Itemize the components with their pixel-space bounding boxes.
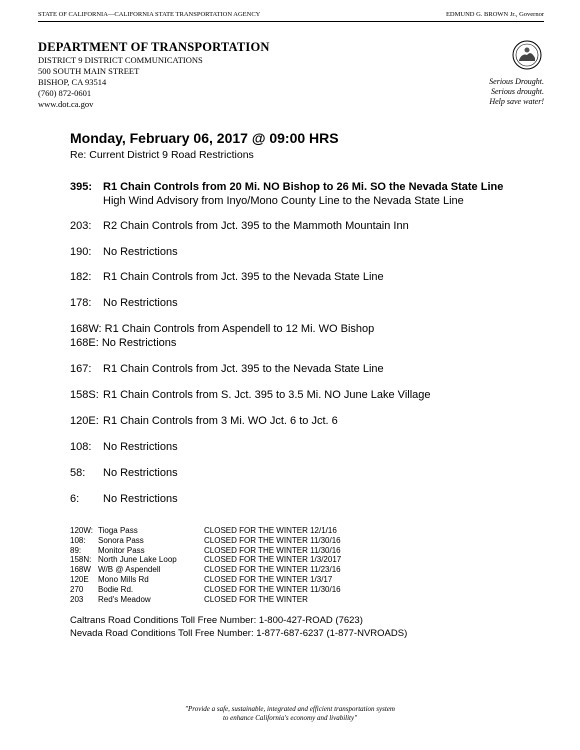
route-code: 167: (70, 363, 92, 375)
nevada-contact: Nevada Road Conditions Toll Free Number: 1-877-687-6237 (1-877-NVROADS) (70, 628, 408, 639)
closure-route: 270 (70, 584, 84, 594)
route-status: High Wind Advisory from Inyo/Mono County Line to the Nevada State Line (103, 195, 464, 207)
route-row (70, 493, 178, 505)
state-agency-line: STATE OF CALIFORNIA—CALIFORNIA STATE TRANSPORTATION AGENCY (38, 11, 261, 18)
closure-status: CLOSED FOR THE WINTER 11/23/16 (204, 565, 341, 575)
route-code: 108: (70, 441, 92, 453)
closure-name: North June Lake Loop (98, 555, 177, 565)
closure-route: 168W (70, 565, 91, 575)
route-status: No Restrictions (103, 246, 178, 258)
route-status: R1 Chain Controls from Jct. 395 to the Nevada State Line (103, 271, 384, 283)
caltrans-contact: Caltrans Road Conditions Toll Free Number: 1-800-427-ROAD (7623) (70, 615, 363, 626)
closure-status: CLOSED FOR THE WINTER 1/3/2017 (204, 555, 342, 565)
route-row (70, 415, 338, 427)
closure-name: Monitor Pass (98, 545, 145, 555)
route-row (70, 467, 178, 479)
route-row (70, 246, 178, 258)
closure-name: Bodie Rd. (98, 584, 134, 594)
route-row (70, 441, 178, 453)
motto-line: Serious drought. (490, 87, 544, 96)
closure-name: Red's Meadow (98, 594, 151, 604)
route-code: 58: (70, 467, 86, 479)
address-line: 500 SOUTH MAIN STREET (38, 66, 140, 76)
route-code: 182: (70, 271, 92, 283)
closure-status: CLOSED FOR THE WINTER (204, 594, 308, 604)
closure-row (70, 555, 341, 565)
closure-row (70, 546, 341, 556)
closure-row (70, 526, 341, 536)
closure-status: CLOSED FOR THE WINTER 11/30/16 (204, 584, 341, 594)
route-code: 158S: (70, 389, 99, 401)
route-status: No Restrictions (103, 441, 178, 453)
route-status: No Restrictions (101, 337, 177, 349)
bulletin-subject: Re: Current District 9 Road Restrictions (70, 149, 254, 161)
department-title: DEPARTMENT OF TRANSPORTATION (38, 40, 270, 54)
route-status: R1 Chain Controls from Aspendell to 12 Mi. WO Bishop (104, 323, 375, 335)
route-code: 190: (70, 246, 92, 258)
closure-name: W/B @ Aspendell (98, 565, 161, 575)
closure-name: Tioga Pass (98, 526, 138, 535)
closures-table (70, 526, 341, 604)
closure-route: 203 (70, 594, 84, 604)
route-row (70, 389, 431, 401)
closure-route: 120W: (70, 526, 93, 535)
route-status: No Restrictions (103, 467, 178, 479)
motto-line: Serious Drought. (489, 77, 544, 86)
closure-row (70, 565, 341, 575)
route-code: 395: (70, 181, 93, 193)
closure-status: CLOSED FOR THE WINTER 11/30/16 (204, 545, 341, 555)
route-code: 178: (70, 297, 92, 309)
governor-line: EDMUND G. BROWN Jr., Governor (445, 11, 544, 18)
address-line: www.dot.ca.gov (38, 99, 94, 109)
route-code: 6: (70, 493, 80, 505)
closure-status: CLOSED FOR THE WINTER 12/1/16 (204, 526, 337, 535)
closure-route: 89: (70, 545, 82, 555)
address-line: DISTRICT 9 DISTRICT COMMUNICATIONS (38, 55, 203, 65)
route-status: R2 Chain Controls from Jct. 395 to the Mammoth Mountain Inn (103, 220, 409, 232)
bulletin-date: Monday, February 06, 2017 @ 09:00 HRS (70, 130, 339, 146)
closure-row (70, 595, 341, 605)
motto-line: Help save water! (489, 97, 544, 106)
state-seal-icon (512, 40, 542, 70)
route-row (70, 271, 384, 283)
closure-row (70, 585, 341, 595)
route-status: R1 Chain Controls from Jct. 395 to the Nevada State Line (103, 363, 384, 375)
route-code: 168E: (70, 337, 99, 349)
route-status: No Restrictions (103, 297, 178, 309)
route-status: No Restrictions (103, 493, 178, 505)
route-row (70, 363, 384, 375)
address-line: BISHOP, CA 93514 (38, 77, 107, 87)
closure-route: 108: (70, 535, 86, 545)
closure-route: 120E (70, 574, 89, 584)
route-status: R1 Chain Controls from S. Jct. 395 to 3.5 Mi. NO June Lake Village (103, 389, 431, 401)
route-code: 203: (70, 220, 92, 232)
route-row (70, 220, 409, 232)
closure-row (70, 536, 341, 546)
closure-route: 158N: (70, 555, 92, 565)
closure-name: Mono Mills Rd (98, 574, 149, 584)
route-row (70, 323, 374, 335)
route-row (70, 181, 503, 193)
address-line: (760) 872-0601 (38, 88, 92, 98)
closure-status: CLOSED FOR THE WINTER 1/3/17 (204, 574, 333, 584)
header-rule (38, 21, 544, 22)
closure-name: Sonora Pass (98, 535, 144, 545)
route-row (70, 337, 176, 349)
footer-mission-line: to enhance California's economy and livability" (222, 714, 358, 722)
closure-status: CLOSED FOR THE WINTER 11/30/16 (204, 535, 341, 545)
route-code: 168W: (70, 323, 102, 335)
route-status: R1 Chain Controls from 20 Mi. NO Bishop to 26 Mi. SO the Nevada State Line (103, 181, 504, 193)
route-row (70, 297, 178, 309)
footer-mission-line: "Provide a safe, sustainable, integrated and efficient transportation system (185, 705, 395, 713)
route-status: R1 Chain Controls from 3 Mi. WO Jct. 6 to Jct. 6 (103, 415, 338, 427)
route-code: 120E: (70, 415, 99, 427)
closure-row (70, 575, 341, 585)
